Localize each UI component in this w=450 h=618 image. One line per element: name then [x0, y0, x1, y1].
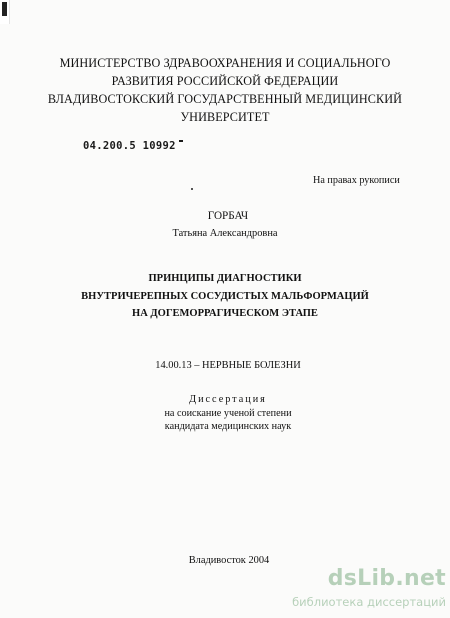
thesis-title	[0, 270, 450, 323]
thesis-type: Диссертация	[189, 394, 267, 405]
archive-number: 04.200.5 10992	[83, 140, 176, 152]
rights-note: На правах рукописи	[313, 175, 400, 186]
archive-tick-mark	[179, 140, 183, 142]
degree-line: кандидата медицинских наук	[164, 421, 292, 433]
watermark-logo: dsLib.net	[327, 566, 446, 591]
watermark-caption: библиотека диссертаций	[292, 595, 446, 609]
institution-line: ВЛАДИВОСТОКСКИЙ ГОСУДАРСТВЕННЫЙ МЕДИЦИНСКИЙ	[47, 92, 403, 106]
institution-line: РАЗВИТИЯ РОССИЙСКОЙ ФЕДЕРАЦИИ	[111, 74, 339, 88]
title-line: НА ДОГЕМОРРАГИЧЕСКОМ ЭТАПЕ	[132, 308, 318, 319]
city-year: Владивосток 2004	[188, 555, 270, 566]
archive-stamp	[83, 140, 183, 152]
author-surname: ГОРБАЧ	[207, 210, 249, 222]
institution-line: УНИВЕРСИТЕТ	[180, 110, 270, 124]
title-line: ПРИНЦИПЫ ДИАГНОСТИКИ	[148, 273, 302, 284]
degree-line: на соискание ученой степени	[164, 407, 292, 419]
binding-strip	[0, 0, 10, 24]
degree-statement	[0, 393, 450, 434]
binding-mark	[2, 2, 7, 16]
institution-header	[0, 54, 450, 126]
scan-speck	[191, 188, 193, 190]
watermark	[286, 566, 446, 614]
author-name: Татьяна Александровна	[172, 228, 278, 239]
title-line: ВНУТРИЧЕРЕПНЫХ СОСУДИСТЫХ МАЛЬФОРМАЦИЙ	[81, 290, 369, 302]
institution-line: МИНИСТЕРСТВО ЗДРАВООХРАНЕНИЯ И СОЦИАЛЬНОГО	[59, 56, 391, 70]
specialty-code: 14.00.13 – НЕРВНЫЕ БОЛЕЗНИ	[155, 360, 301, 371]
